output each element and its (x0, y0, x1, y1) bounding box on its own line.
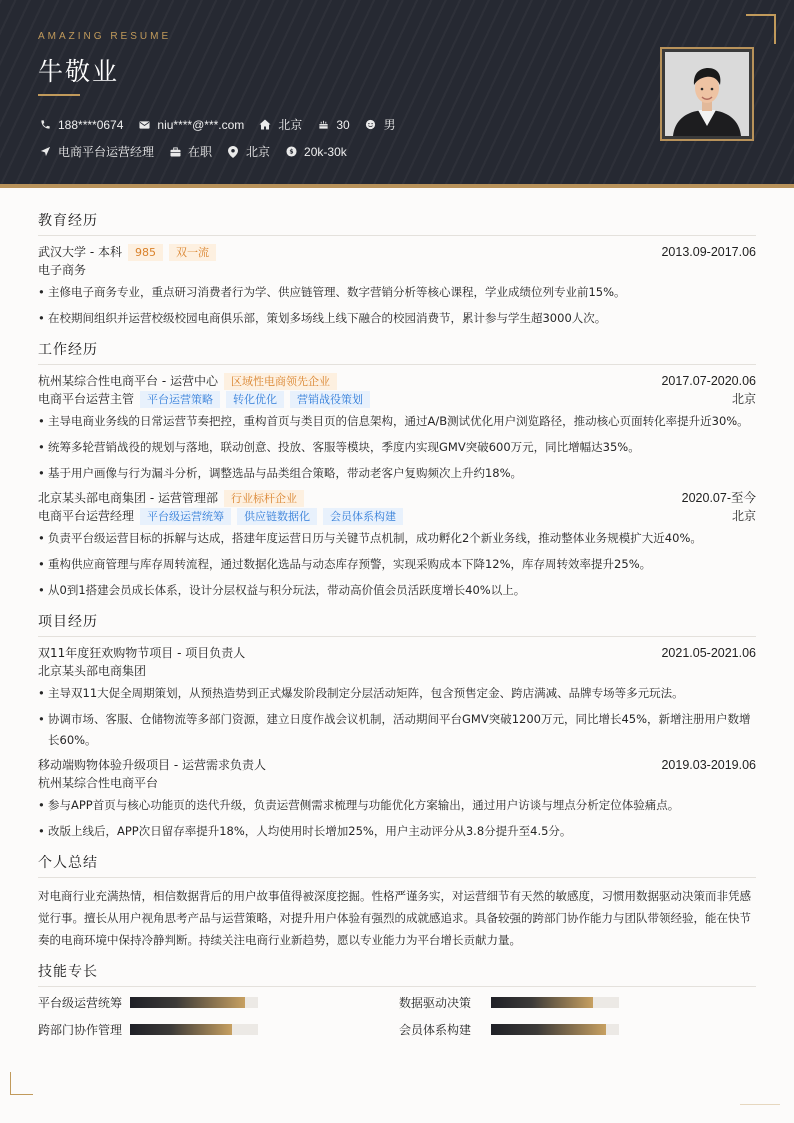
list-item: • 主导双11大促全周期策划，从预热造势到正式爆发阶段制定分层活动矩阵，包含预售定金、跨店满减、品牌专场等多元玩法。 (38, 683, 756, 704)
candidate-name: 牛敬业 (38, 57, 120, 86)
section-title: 个人总结 (38, 852, 756, 878)
education-bullets (38, 282, 756, 329)
school-tag: 双一流 (169, 244, 216, 261)
project-date: 2021.05-2021.06 (661, 646, 756, 660)
list-item: • 负责平台级运营目标的拆解与达成，搭建年度运营日历与关键节点机制，成功孵化2个新业务线，推动整体业务规模扩大近40%。 (38, 528, 756, 549)
salary-item (284, 145, 347, 159)
phone-item (38, 118, 123, 132)
company-name: 杭州某综合性电商平台 - 运营中心 (38, 374, 218, 388)
send-icon (38, 146, 52, 157)
phone-icon (38, 119, 52, 130)
company-tag: 区域性电商领先企业 (224, 373, 337, 390)
job-header-row (38, 489, 756, 507)
job-target-item (38, 143, 154, 160)
skill-tag: 供应链数据化 (237, 508, 317, 525)
email-item (137, 118, 244, 132)
section-title: 教育经历 (38, 210, 756, 236)
project-org: 杭州某综合性电商平台 (38, 776, 159, 790)
home-icon (258, 119, 272, 130)
skill-bar-fill (130, 997, 245, 1008)
project-date: 2019.03-2019.06 (661, 758, 756, 772)
job-entry (38, 372, 756, 484)
skill-tag: 转化优化 (226, 391, 284, 408)
school-tag: 985 (128, 244, 163, 261)
hometown-item (258, 116, 302, 133)
smiley-icon (364, 119, 378, 130)
job-date: 2017.07-2020.06 (661, 374, 756, 388)
summary-text: 对电商行业充满热情，相信数据背后的用户故事值得被深度挖掘。性格严谨务实，对运营细节有天然的敏感度，习惯用数据驱动决策而非凭感觉行事。擅长从用户视角思考产品与运营策略，对提升用户体验有强烈的成就感追求。具备较强的跨部门协作能力与团队带领经验，能在快节奏的电商环境中保持冷静判断。持续关注电商行业新趋势，愿以专业能力为平台增长贡献力量。 (38, 889, 751, 947)
skill-name: 跨部门协作管理 (38, 1023, 123, 1037)
profile-photo-frame (660, 47, 754, 141)
job-position-row (38, 507, 756, 525)
project-name: 移动端购物体验升级项目 - 运营需求负责人 (38, 758, 266, 772)
corner-ornament (740, 1104, 780, 1105)
major-name: 电子商务 (38, 263, 87, 277)
skill-item (38, 1021, 399, 1038)
project-entry (38, 756, 756, 842)
project-name: 双11年度狂欢购物节项目 - 项目负责人 (38, 646, 246, 660)
list-item: • 在校期间组织并运营校级校园电商俱乐部，策划多场线上线下融合的校园消费节，累计参与学生超3000人次。 (38, 308, 756, 329)
mail-icon (137, 120, 151, 130)
skill-tag: 平台级运营统筹 (140, 508, 231, 525)
job-company-group (38, 372, 337, 390)
list-item: • 统筹多轮营销战役的规划与落地，联动创意、投放、客服等模块，季度内实现GMV突破600万元，同比增幅达35%。 (38, 437, 756, 458)
salary-text: 20k-30k (304, 144, 347, 159)
job-target-text: 电商平台运营经理 (58, 145, 155, 159)
skill-bar (130, 997, 258, 1008)
job-company-group (38, 489, 304, 507)
job-position-group (38, 390, 370, 408)
skills-section (38, 961, 756, 1038)
project-header-row (38, 644, 756, 662)
project-bullets (38, 683, 756, 751)
section-title: 工作经历 (38, 339, 756, 365)
education-date: 2013.09-2017.06 (661, 245, 756, 259)
avatar-illustration (665, 52, 749, 136)
project-entry (38, 644, 756, 751)
job-bullets (38, 411, 756, 484)
job-location: 北京 (731, 509, 756, 523)
project-bullets (38, 795, 756, 842)
gender-text: 男 (383, 118, 396, 132)
currency-icon (284, 146, 298, 157)
job-entry (38, 489, 756, 601)
school-name: 武汉大学 - 本科 (38, 245, 122, 259)
skill-bar (491, 997, 619, 1008)
education-header-row (38, 243, 756, 261)
corner-ornament (10, 1072, 33, 1095)
skill-name: 会员体系构建 (399, 1023, 472, 1037)
job-position-group (38, 507, 403, 525)
skill-bar (491, 1024, 619, 1035)
skill-bar-fill (130, 1024, 232, 1035)
hometown-text: 北京 (278, 118, 303, 132)
education-school-group (38, 243, 216, 261)
job-position-row (38, 390, 756, 408)
list-item: • 基于用户画像与行为漏斗分析，调整选品与品类组合策略，带动老客户复购频次上升约18%。 (38, 463, 756, 484)
corner-ornament (746, 14, 776, 44)
gender-item (364, 116, 396, 133)
skill-item (38, 994, 399, 1011)
work-section (38, 339, 756, 601)
city-item (226, 143, 270, 160)
svg-text:$: $ (288, 148, 294, 156)
status-text: 在职 (188, 145, 213, 159)
cake-icon (316, 119, 330, 130)
status-item (168, 143, 212, 160)
project-org: 北京某头部电商集团 (38, 664, 147, 678)
list-item: • 重构供应商管理与库存周转流程，通过数据化选品与动态库存预警，实现采购成本下降12%，库存周转效率提升25%。 (38, 554, 756, 575)
summary-section (38, 852, 756, 951)
project-header-row (38, 756, 756, 774)
education-section (38, 210, 756, 329)
brand-label: AMAZING RESUME (38, 31, 172, 42)
phone-text: 188****0674 (58, 117, 124, 132)
age-text: 30 (336, 117, 350, 132)
job-bullets (38, 528, 756, 601)
list-item: • 协调市场、客服、仓储物流等多部门资源，建立日度作战会议机制，活动期间平台GMV突破1200万元，同比增长45%，新增注册用户数增长60%。 (38, 709, 756, 751)
skill-tag: 会员体系构建 (323, 508, 403, 525)
list-item: • 主导电商业务线的日常运营节奏把控，重构首页与类目页的信息架构，通过A/B测试优化用户浏览路径，推动核心页面转化率提升近30%。 (38, 411, 756, 432)
project-section (38, 611, 756, 842)
job-location: 北京 (731, 392, 756, 406)
list-item: • 从0到1搭建会员成长体系，设计分层权益与积分玩法，带动高价值会员活跃度增长40%以上。 (38, 580, 756, 601)
company-name: 北京某头部电商集团 - 运营管理部 (38, 491, 218, 505)
age-item (316, 118, 349, 132)
skill-name: 平台级运营统筹 (38, 996, 123, 1010)
skill-tag: 平台运营策略 (140, 391, 220, 408)
job-header-row (38, 372, 756, 390)
skill-bar (130, 1024, 258, 1035)
job-date: 2020.07-至今 (681, 491, 756, 505)
skill-bar-fill (491, 1024, 606, 1035)
resume-body (38, 210, 756, 1048)
location-pin-icon (226, 146, 240, 158)
briefcase-icon (168, 147, 182, 157)
section-title: 项目经历 (38, 611, 756, 637)
skill-item (399, 994, 756, 1011)
skill-name: 数据驱动决策 (399, 996, 472, 1010)
position-title: 电商平台运营经理 (38, 509, 135, 523)
list-item: • 参与APP首页与核心功能页的迭代升级，负责运营侧需求梳理与功能优化方案输出，通过用户访谈与埋点分析定位体验痛点。 (38, 795, 756, 816)
position-title: 电商平台运营主管 (38, 392, 135, 406)
resume-header (0, 0, 794, 188)
list-item: • 主修电子商务专业，重点研习消费者行为学、供应链管理、数字营销分析等核心课程，学业成绩位列专业前15%。 (38, 282, 756, 303)
list-item: • 改版上线后，APP次日留存率提升18%，人均使用时长增加25%，用户主动评分从3.8分提升至4.5分。 (38, 821, 756, 842)
email-text: niu****@***.com (157, 117, 245, 132)
contact-row (38, 116, 410, 133)
skill-tag: 营销战役策划 (290, 391, 370, 408)
skill-bar-fill (491, 997, 593, 1008)
name-underline (38, 94, 80, 96)
company-tag: 行业标杆企业 (224, 490, 304, 507)
job-intent-row (38, 143, 361, 160)
skill-item (399, 1021, 756, 1038)
skills-grid (38, 994, 756, 1038)
section-title: 技能专长 (38, 961, 756, 987)
profile-photo (665, 52, 749, 136)
city-text: 北京 (246, 145, 271, 159)
